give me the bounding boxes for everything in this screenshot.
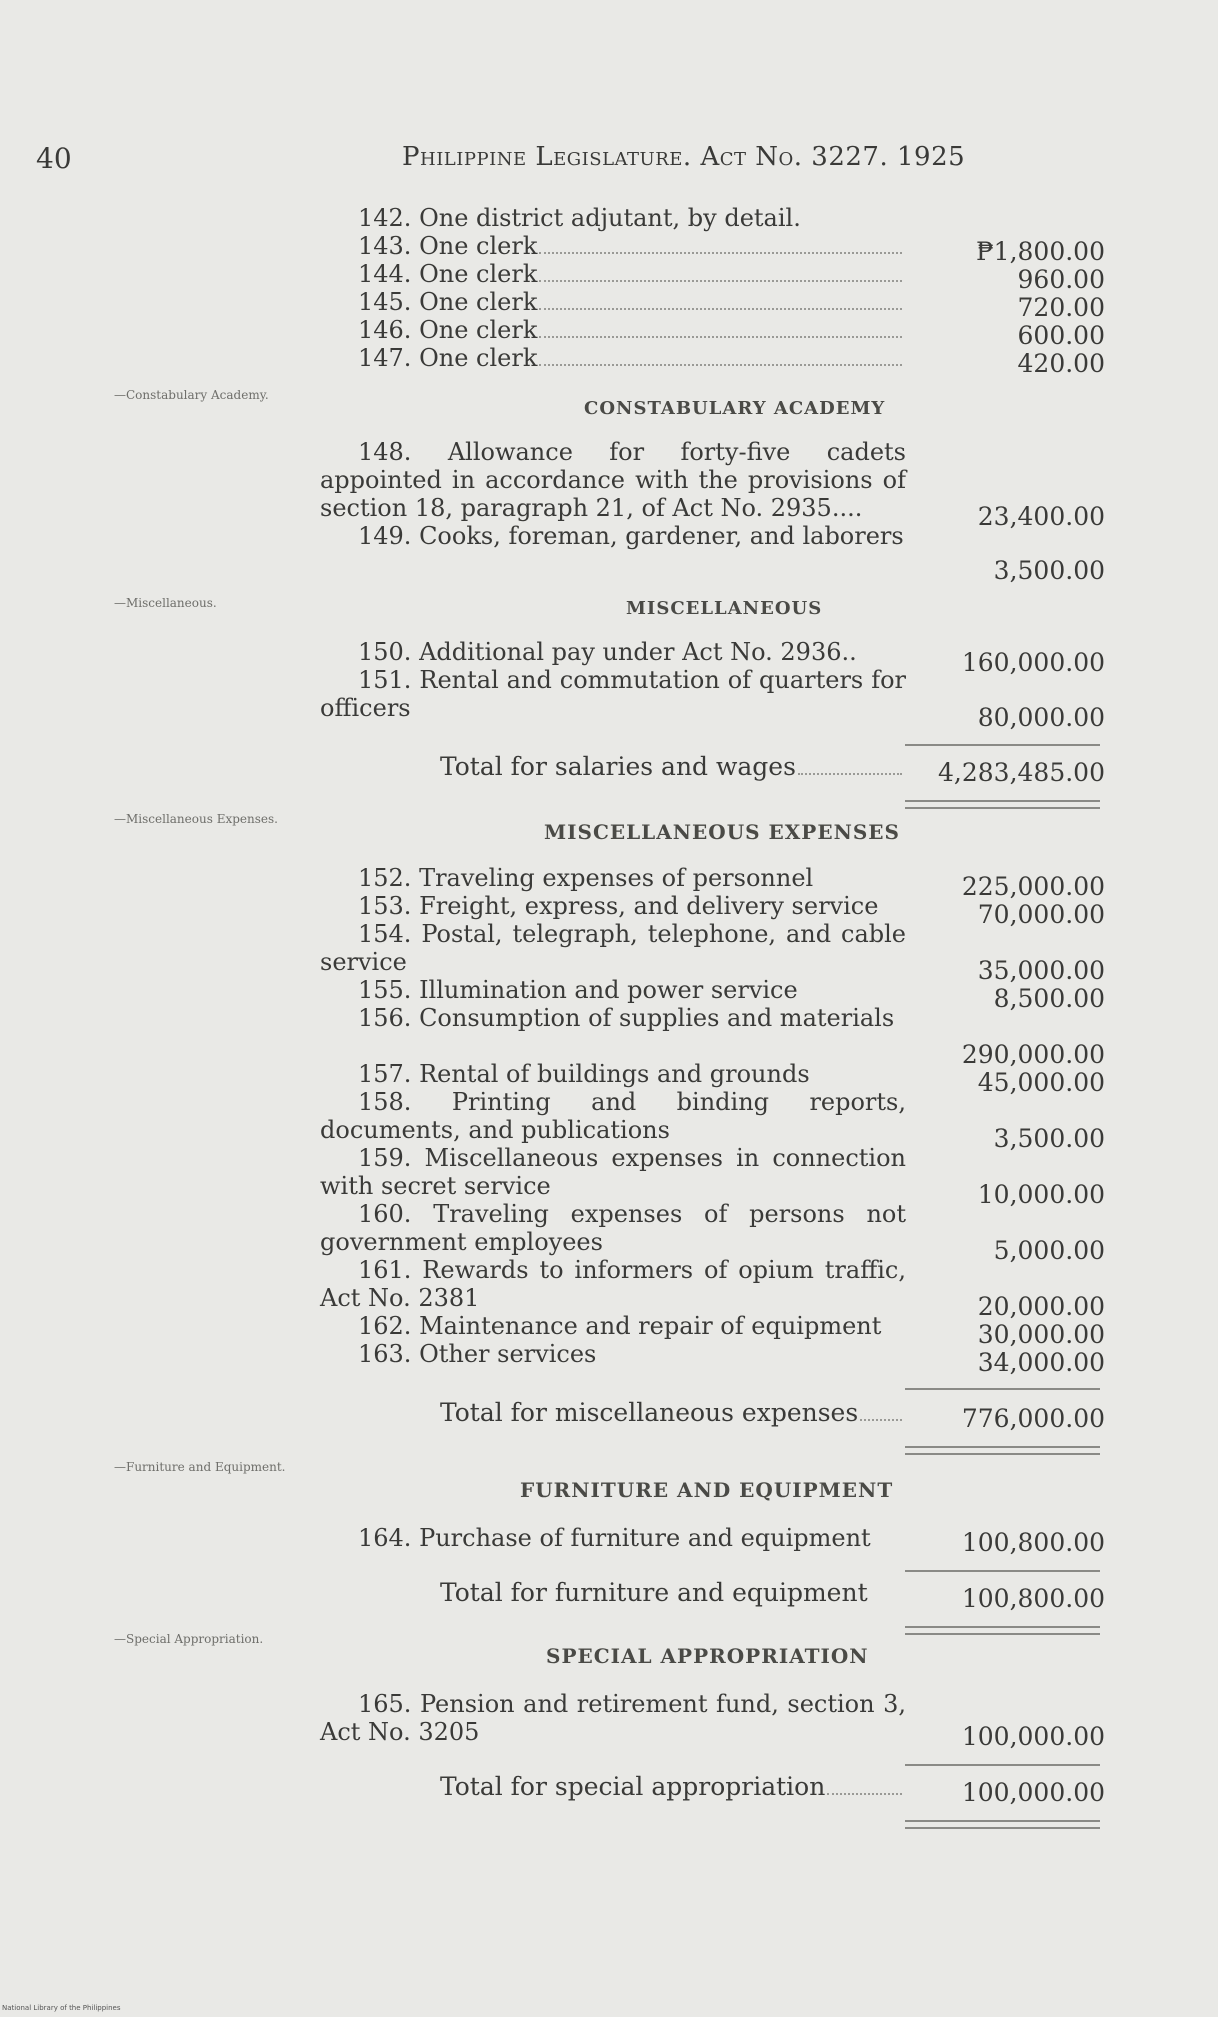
double-rule: [905, 1446, 1100, 1455]
total-amount: 776,000.00: [961, 1404, 1105, 1433]
amount: 100,000.00: [961, 1722, 1105, 1751]
amount: 5,000.00: [993, 1236, 1105, 1265]
list-item: 165. Pension and retirement fund, section 3, Act No. 3205: [320, 1690, 906, 1746]
list-item: 160. Traveling expenses of persons not government employees: [320, 1200, 906, 1256]
total-rule: [905, 1570, 1100, 1572]
total-row: [330, 1398, 906, 1427]
section-heading: CONSTABULARY ACADEMY: [584, 398, 886, 419]
total-rule: [905, 1388, 1100, 1390]
list-item: 163. Other services: [358, 1340, 597, 1368]
section-heading: FURNITURE AND EQUIPMENT: [520, 1478, 894, 1502]
section-heading: SPECIAL APPROPRIATION: [546, 1644, 869, 1668]
amount: 35,000.00: [977, 956, 1105, 985]
list-item: 164. Purchase of furniture and equipment: [358, 1524, 871, 1552]
total-row: [330, 1578, 906, 1607]
total-label: Total for salaries and wages: [440, 752, 796, 781]
total-label: Total for furniture and equipment: [440, 1578, 868, 1607]
list-item: 150. Additional pay under Act No. 2936..: [358, 638, 857, 666]
double-rule: [905, 800, 1100, 809]
list-item: 155. Illumination and power service: [358, 976, 798, 1004]
amount: 3,500.00: [993, 556, 1105, 585]
list-item: 146. One clerk: [320, 316, 906, 344]
list-item: 158. Printing and binding reports, documents, and publications: [320, 1088, 906, 1144]
amount: 30,000.00: [977, 1320, 1105, 1349]
amount: 8,500.00: [993, 984, 1105, 1013]
margin-note: —Miscellaneous Expenses.: [114, 812, 278, 826]
margin-note: —Furniture and Equipment.: [114, 1460, 286, 1474]
double-rule: [905, 1820, 1100, 1829]
page-number: 40: [36, 142, 72, 175]
margin-note: —Constabulary Academy.: [114, 388, 269, 402]
section-heading: MISCELLANEOUS: [626, 598, 823, 619]
list-item: 145. One clerk: [320, 288, 906, 316]
list-item: 151. Rental and commutation of quarters for officers: [320, 666, 906, 722]
total-label: Total for miscellaneous expenses: [440, 1398, 859, 1427]
double-rule: [905, 1626, 1100, 1635]
margin-note: —Special Appropriation.: [114, 1632, 264, 1646]
amount: 45,000.00: [977, 1068, 1105, 1097]
list-item: 148. Allowance for forty-five cadets appointed in accordance with the provisions of section 18, paragraph 21, of Act No. 2935....: [320, 438, 906, 522]
list-item: 144. One clerk: [320, 260, 906, 288]
total-amount: 100,000.00: [961, 1778, 1105, 1807]
amount: 70,000.00: [977, 900, 1105, 929]
amount: 225,000.00: [961, 872, 1105, 901]
list-item: 147. One clerk: [320, 344, 906, 372]
amount: 10,000.00: [977, 1180, 1105, 1209]
total-amount: 100,800.00: [961, 1584, 1105, 1613]
footer-credit: National Library of the Philippines: [2, 2004, 121, 2012]
amount: 600.00: [1017, 321, 1105, 350]
total-amount: 4,283,485.00: [938, 758, 1105, 787]
list-item: 161. Rewards to informers of opium traffic, Act No. 2381: [320, 1256, 906, 1312]
margin-note: —Miscellaneous.: [114, 596, 217, 610]
amount: 100,800.00: [961, 1528, 1105, 1557]
amount: 720.00: [1017, 293, 1105, 322]
amount: 3,500.00: [993, 1124, 1105, 1153]
amount: 34,000.00: [977, 1348, 1105, 1377]
amount: 290,000.00: [961, 1040, 1105, 1069]
total-rule: [905, 744, 1100, 746]
list-item: 159. Miscellaneous expenses in connection with secret service: [320, 1144, 906, 1200]
list-item: 143. One clerk: [320, 232, 906, 260]
total-row: [330, 752, 906, 781]
list-item: 142. One district adjutant, by detail.: [358, 204, 801, 232]
amount: 80,000.00: [977, 703, 1105, 732]
total-label: Total for special appropriation: [440, 1772, 826, 1801]
amount: 960.00: [1017, 265, 1105, 294]
list-item: 162. Maintenance and repair of equipment: [358, 1312, 882, 1340]
amount: 160,000.00: [961, 648, 1105, 677]
list-item: 157. Rental of buildings and grounds: [358, 1060, 810, 1088]
total-row: [330, 1772, 906, 1801]
section-heading: MISCELLANEOUS EXPENSES: [544, 820, 900, 844]
amount: 23,400.00: [977, 502, 1105, 531]
list-item: 154. Postal, telegraph, telephone, and cable service: [320, 920, 906, 976]
running-header: Philippine Legislature. Act No. 3227. 1925: [402, 142, 966, 172]
list-item: 149. Cooks, foreman, gardener, and laborers: [358, 522, 904, 550]
total-rule: [905, 1764, 1100, 1766]
amount: 420.00: [1017, 349, 1105, 378]
list-item: 156. Consumption of supplies and materials: [358, 1004, 895, 1032]
list-item: 153. Freight, express, and delivery service: [358, 892, 879, 920]
amount: 20,000.00: [977, 1292, 1105, 1321]
amount: ₱1,800.00: [976, 237, 1105, 266]
list-item: 152. Traveling expenses of personnel: [358, 864, 814, 892]
